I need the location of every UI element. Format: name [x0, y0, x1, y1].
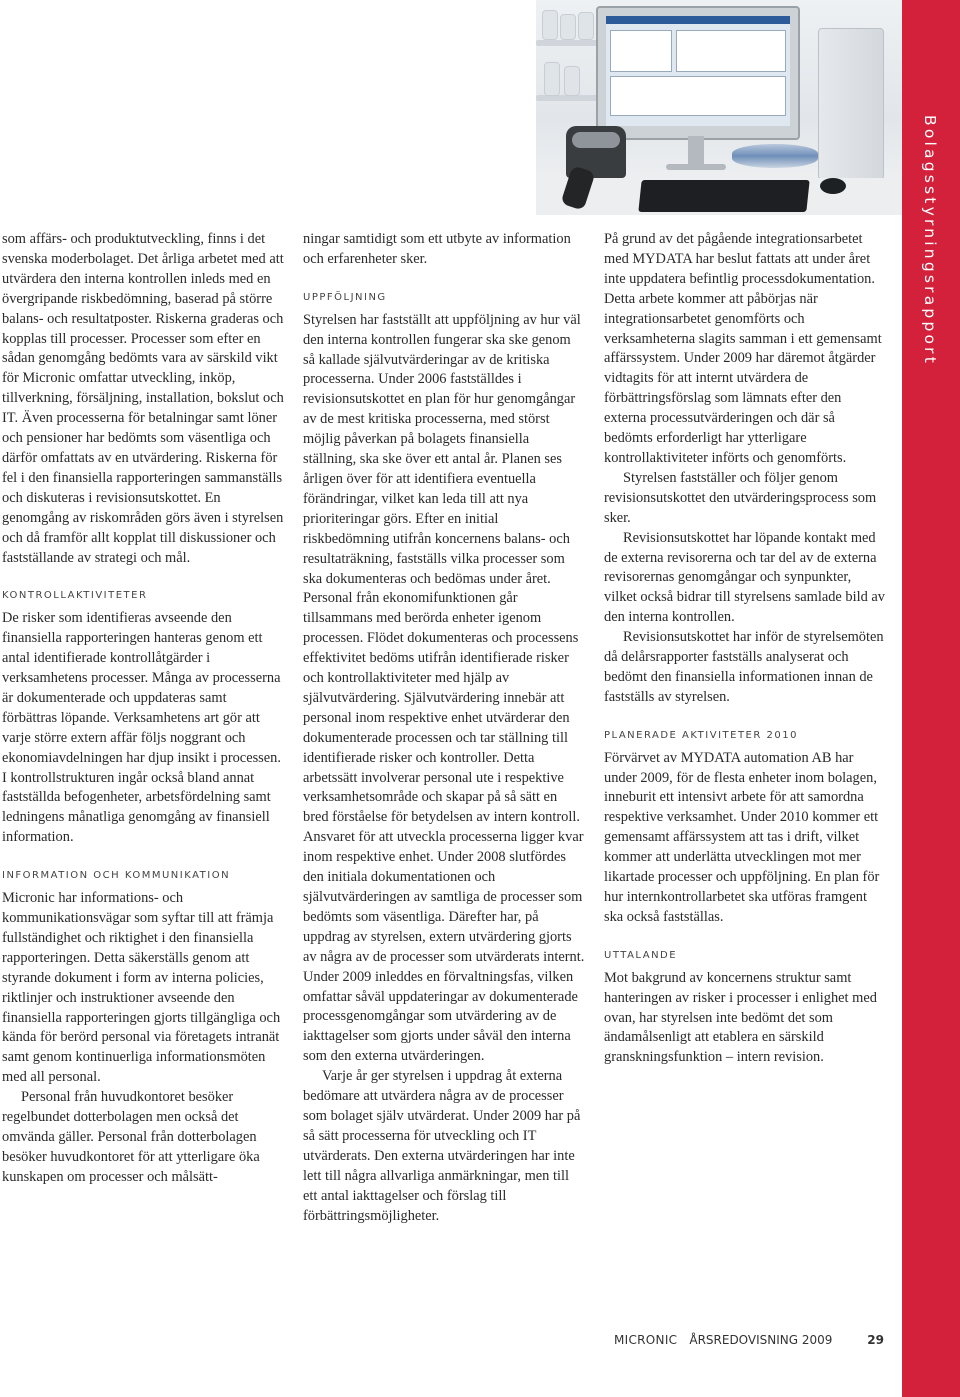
paragraph: Förvärvet av MYDATA automation AB har under 2009, för de flesta enheter inom bolagen, inneburit ett intensivt arbete för att samordna respektive verksamhet. Under 2010 kommer ett gemensamt affärssystem att tas i drift, vilket kommer att underlätta utvecklingen mot mer likartade processer och uppföljning. En plan för hur internkontrollarbetet ska utföras framgent ska också fastställas. — [604, 749, 880, 925]
text-column-1 — [2, 230, 284, 1188]
page-number: 29 — [867, 1333, 884, 1347]
paragraph: Styrelsen har fastställt att uppföljning av hur väl den interna kontrollen fungerar ska ske genom så kallade självutvärderingar av de kritiska processerna. Under 2006 fastställdes i revisionsutskottet en plan för hur genomgångar av de mest kritiska processerna, med störst möjlig påverkan på bolagets finansiella ställning, ska ske över ett antal år. Planen ses årligen över för att identifiera eventuella förändringar, vilket kan leda till att nya prioriteringar görs. Efter en initial riskbedömning utifrån koncernens balans- och resultaträkning, fastställs vilka processer som ska dokumenteras och bedömas under året. Personal från ekonomifunktionen går tillsammans med berörda enheter igenom processen. Flödet dokumenteras och processens effektivitet bedöms utifrån identifierade risker och kontrollaktiviteter med hjälp av självutvärdering. Självutvärdering innebär att personal inom respektive enhet utvärderar den dokumenterade processen och tar ställning till identifierade risker och kontroller. Detta arbetssätt involverar personal ute i respektive verksamhetsområde och skapar på så sätt en bred förståelse för betydelsen av intern kontroll. Ansvaret för att utveckla processerna ligger kvar inom respektive enhet. Under 2008 slutfördes den initiala dokumentationen och självutvärderingen av samtliga de processer som bedömts som väsentliga. Därefter har, på uppdrag av styrelsen, extern utvärdering gjorts av några av de processer som utvärderats internt. Under 2009 inleddes en förvaltningsfas, vilken omfattar såväl uppdateringar av dokumenterade processgenomgångar som utvärdering av de iakttagelser som gjorts under såväl den interna som den externa utvärderingen. — [303, 311, 585, 1065]
paragraph: Varje år ger styrelsen i uppdrag åt externa bedömare att utvärdera några av de processer som bolaget själv utvärderat. Under 2009 har på så sätt processerna för utveckling och IT utvärderats. Den externa utvärderingen har inte lett till några allvarliga anmärkningar, men till ett antal iakttagelser och förslag till förbättringsmöjligheter. — [303, 1068, 581, 1224]
paragraph: Personal från huvudkontoret besöker regelbundet dotterbolagen men också det omvända gäller. Personal från dotterbolagen besöker huvudkontoret för att ytterligare öka kunskapen om processer och målsätt- — [2, 1089, 260, 1185]
disc-stack — [732, 144, 818, 168]
section-heading: PLANERADE AKTIVITETER 2010 — [604, 729, 798, 741]
mouse — [820, 178, 846, 194]
section-heading: INFORMATION OCH KOMMUNIKATION — [2, 870, 231, 882]
text-column-2 — [303, 230, 585, 1226]
section-heading: UTTALANDE — [604, 949, 678, 961]
section-heading: UPPFÖLJNING — [303, 291, 387, 303]
paragraph: Revisionsutskottet har inför de styrelsemöten då delårsrapporter fastställs analyserat och bedömt den finansiella informationen innan de fastställs av styrelsen. — [604, 629, 884, 705]
paragraph: På grund av det pågående integrationsarbetet med MYDATA har beslut fattats att under året inte uppdatera befintlig processdokumentation. Detta arbete kommer att påbörjas när integrationsarbetet genomförts och verksamheterna slagits samman i ett gemensamt affärssystem. Under 2009 har däremot åtgärder vidtagits för att internt utvärdera de förbättringsförslag som lämnats efter den externa processutvärderingen och där så bedömts erforderligt har ytterligare kontrollaktiviteter införts och genomförts. — [604, 231, 882, 466]
paragraph: som affärs- och produktutveckling, finns i det svenska moderbolaget. Det årliga arbetet med att utvärdera den interna kontrollen inleds med en övergripande riskbedömning, baserad på större balans- och resultatposter. Riskerna graderas och kopplas till processer. Processer som efter en sådan genomgång bedömts vara av särskild vikt för Micronic omfattar utveckling, inköp, tillverkning, försäljning, installation, bokslut och IT. Även processerna för betalningar samt löner och pensioner har bedömts som väsentliga och därför omfattats av en utvärdering. Riskerna för fel i den finansiella rapporteringen sammanställs och diskuteras i revisionsutskottet. En genomgång av riskområden görs även i styrelsen och då framför allt kopplat till diskussioner och fastställande av strategi och mål. — [2, 231, 284, 566]
monitor — [596, 6, 800, 140]
sidebar-title: Bolagsstyrningsrapport — [921, 115, 939, 367]
computer-workstation-photo — [536, 0, 902, 215]
page-footer — [614, 1333, 886, 1349]
text-column-3 — [604, 230, 886, 1068]
lab-instrument — [818, 28, 884, 180]
keyboard — [638, 180, 809, 212]
paragraph: Micronic har informations- och kommunikationsvägar som syftar till att främja fullständighet och riktighet i den finansiella rapporteringen. Detta säkerställs genom att styrande dokument i form av interna policies, riktlinjer och instruktioner avseende den finansiella rapporteringen gjorts tillgängliga och kända för berörd personal via företagets intranät samt genom kontinuerliga informationsmöten med all personal. — [2, 890, 281, 1086]
monitor-screen — [606, 16, 790, 126]
footer-brand: MICRONIC — [614, 1333, 678, 1347]
footer-report: ÅRSREDOVISNING 2009 — [689, 1333, 833, 1347]
paragraph: De risker som identifieras avseende den finansiella rapporteringen hanteras genom ett antal identifierade kontrollåtgärder i verksamhetens processer. Många av processerna är dokumenterade och uppdateras samt förbättras löpande. Verksamhetens art gör att varje större extern affär följs noggrant och ekonomiavdelningen har djup insikt i processen. I kontrollstrukturen ingår också bland annat fastställda befogenheter, arbetsfördelning samt ledningens månatliga genomgång av finansiell information. — [2, 610, 281, 846]
paragraph: Styrelsen fastställer och följer genom revisionsutskottet den utvärderingsprocess som sker. — [604, 469, 877, 526]
paragraph: ningar samtidigt som ett utbyte av information och erfarenheter sker. — [303, 231, 571, 267]
paragraph: Revisionsutskottet har löpande kontakt med de externa revisorerna och tar del av de externa revisorernas genomgångar och synpunkter, vilket också bidrar till styrelsens samlade bild av den interna kontrollen. — [604, 529, 885, 626]
paragraph: Mot bakgrund av koncernens struktur samt hanteringen av risker i processer i enlighet med ovan, har styrelsen inte bedömt det som ändamålsenligt att etablera en särskild granskningsfunktion – intern revision. — [604, 969, 877, 1066]
section-heading: KONTROLLAKTIVITETER — [2, 590, 148, 602]
